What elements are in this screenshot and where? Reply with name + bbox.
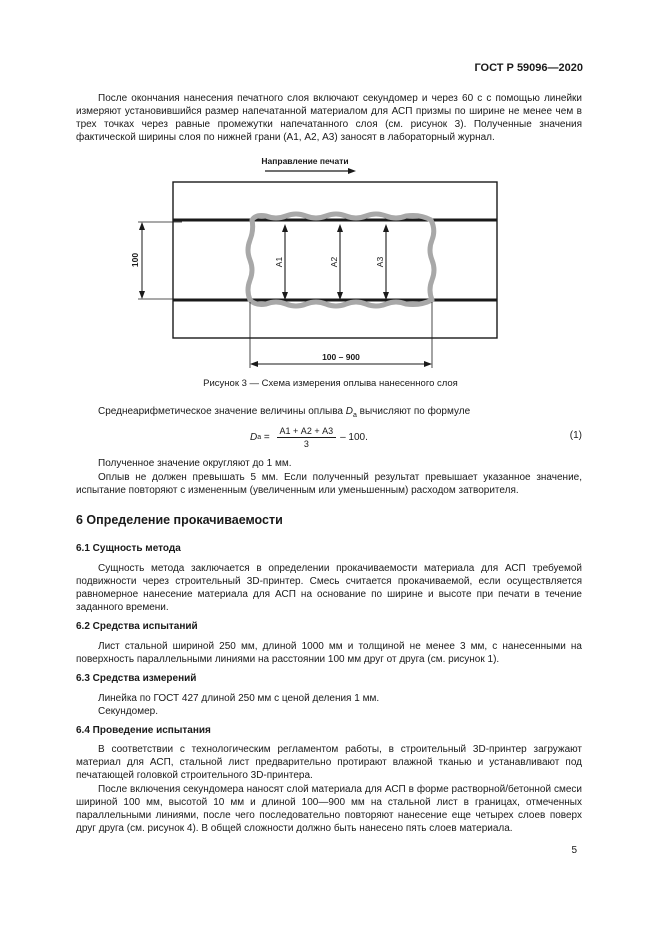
label-a2: А2	[329, 256, 339, 268]
equation-number: (1)	[569, 430, 582, 441]
page-number: 5	[571, 845, 577, 856]
doc-header: ГОСТ Р 59096—2020	[474, 62, 583, 74]
section-6-1-text: Сущность метода заключается в определении прокачиваемости материала для АСП требуемой подвижности через строительный 3D-принтер. Смесь считается прокачиваемой, если осуществляется равномерное нанесение материала для АСП на основание по ширине и высоте при печати в течение заданного времени.	[76, 563, 582, 613]
dimension-100	[130, 222, 182, 299]
section-6-2-title: 6.2 Средства испытаний	[76, 621, 198, 632]
section-6-3-title: 6.3 Средства измерений	[76, 673, 197, 684]
measure-a1	[274, 224, 288, 300]
limit-note: Оплыв не должен превышать 5 мм. Если полученный результат превышает указанное значение, испытание повторяют с измененным (увеличенным или уменьшенным) расходом затворителя.	[76, 472, 582, 496]
figure-3-caption: Рисунок 3 — Схема измерения оплыва нанесенного слоя	[203, 378, 458, 389]
section-6-4-title: 6.4 Проведение испытания	[76, 725, 211, 736]
section-6-1-title: 6.1 Сущность метода	[76, 543, 181, 554]
intro-paragraph: После окончания нанесения печатного слоя включают секундомер и через 60 с с помощью линейки измеряют установившийся размер напечатанной материалом для АСП призмы по ширине не менее чем в трех точках через равные промежутки напечатанного слоя (см. рисунок 3). Полученные значения фактической ширины слоя по нижней грани (А1, А2, А3) заносят в лабораторный журнал.	[76, 93, 582, 143]
section-6-2-text: Лист стальной шириной 250 мм, длиной 1000 мм и толщиной не менее 3 мм, с нанесенными на поверхность параллельными линиями на расстоянии 100 мм друг от друга (см. рисунок 1).	[76, 641, 582, 665]
formula-expression: D a = $\frac{А1 + А2 + А3}{3}$ – 100.	[250, 425, 368, 449]
section-6-4-text-1: В соответствии с технологическим регламентом работы, в строительный 3D-принтер загружают материал для АСП, стальной лист предварительно протирают влажной тканью и устанавливают под печатающей головкой строительного 3D-принтера.	[76, 744, 582, 781]
figure-3-diagram	[120, 150, 540, 390]
dimension-100-900	[250, 302, 432, 368]
label-a1: А1	[274, 256, 284, 268]
rounding-note: Полученное значение округляют до 1 мм.	[98, 458, 292, 469]
direction-arrow	[265, 168, 356, 174]
label-a3: А3	[375, 256, 385, 268]
formula-fraction: $\frac{А1 + А2 + А3}{3}$	[277, 426, 337, 449]
label-dim-100: 100	[130, 252, 140, 268]
measure-a3	[375, 224, 389, 300]
formula-1	[76, 422, 582, 452]
measure-a2	[329, 224, 343, 300]
label-dim-range: 100 – 900	[322, 352, 360, 362]
formula-intro: Среднеарифметическое значение величины оплыва $D_а$ вычисляют по формуле	[98, 406, 471, 419]
section-6-4-text-2: После включения секундомера наносят слой материала для АСП в форме растворной/бетонной смеси шириной 100 мм, высотой 10 мм и длиной 100—900 мм на стальной лист в границах, отмеченных параллельными линиями, после чего последовательно повторяют нанесение еще четырех слоев поверх друг друга (см. рисунок 4). В общей сложности должно быть нанесено пять слоев материала.	[76, 784, 582, 834]
direction-label: Направление печати	[261, 156, 349, 166]
section-6-3-text-2: Секундомер.	[98, 706, 158, 717]
section-6-3-text-1: Линейка по ГОСТ 427 длиной 250 мм с ценой деления 1 мм.	[98, 693, 380, 704]
section-6-title: 6 Определение прокачиваемости	[76, 513, 283, 527]
